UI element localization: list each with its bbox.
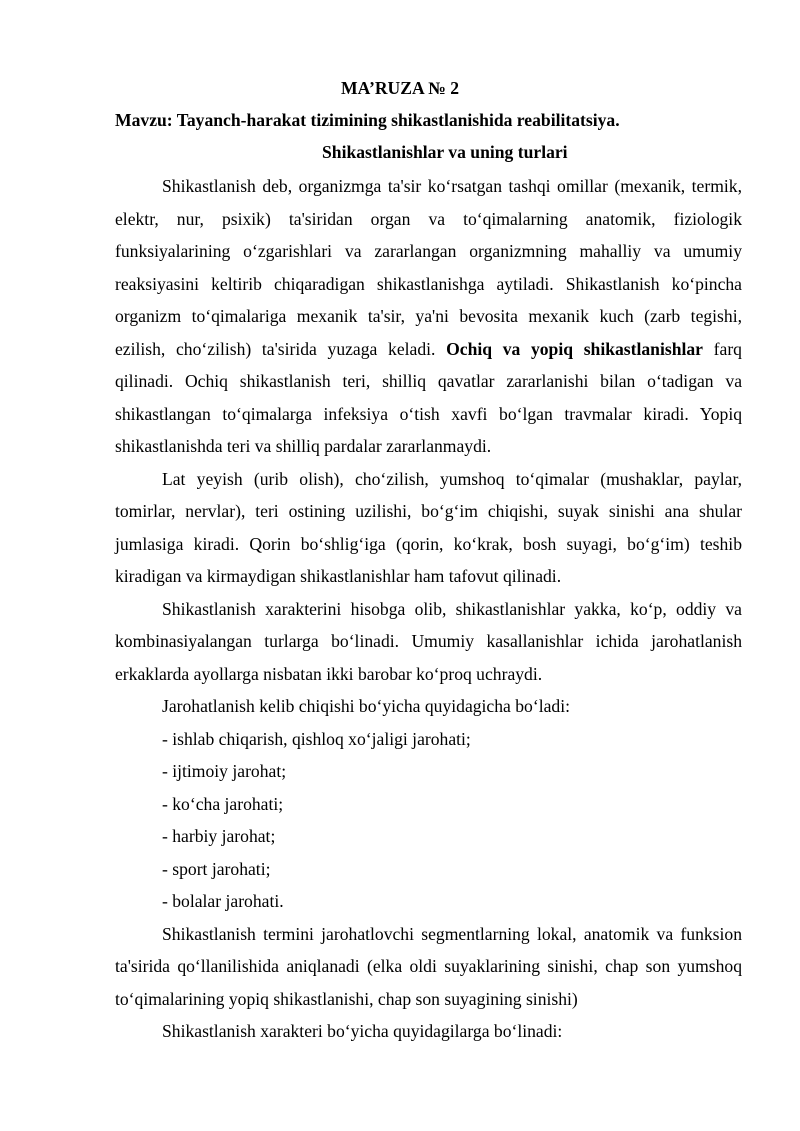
list-item: - ko‘cha jarohati; xyxy=(162,793,284,814)
list-item: - sport jarohati; xyxy=(162,858,271,879)
section-heading: Shikastlanishlar va uning turlari xyxy=(322,142,568,162)
paragraph-definition xyxy=(115,170,742,463)
paragraph-definition-text: Shikastlanish deb, organizmga ta'sir ko‘rsatgan tashqi omillar (mexanik, termik, elektr, nur, psixik) ta'siridan organ va to‘qimalarning anatomik, fiziologik funksiyalarining o‘zgarishlari va zararlangan organizmning mahalliy va umumiy reaksiyasini keltirib chiqaradigan shikastlanishga aytiladi. Shikastlanish ko‘pincha organizm to‘qimalariga mexanik ta'sir, ya'ni bevosita mexanik kuch (zarb tegishi, ezilish, cho‘zilish) ta'sirida yuzaga keladi. xyxy=(115,176,742,359)
list-item: - harbiy jarohat; xyxy=(162,826,276,846)
list-item: - ijtimoiy jarohat; xyxy=(162,761,287,781)
paragraph-character-intro: Shikastlanish xarakteri bo‘yicha quyidagilarga bo‘linadi: xyxy=(162,1021,563,1041)
lecture-topic: Mavzu: Tayanch-harakat tizimining shikastlanishida reabilitatsiya. xyxy=(115,110,620,130)
lecture-number: MA’RUZA № 2 xyxy=(340,78,460,98)
list-item: - bolalar jarohati. xyxy=(162,891,284,911)
open-closed-injuries-term: Ochiq va yopiq shikastlanishlar xyxy=(446,338,703,359)
list-item: - ishlab chiqarish, qishloq xo‘jaligi jarohati; xyxy=(162,728,471,749)
paragraph-injury-types: Lat yeyish (urib olish), cho‘zilish, yumshoq to‘qimalar (mushaklar, paylar, tomirlar, nervlar), teri ostining uzilishi, bo‘g‘im chiqishi, suyak sinishi ana shular jumlasiga kiradi. Qorin bo‘shlig‘iga (qorin, ko‘krak, bosh suyagi, bo‘g‘im) teshib kiradigan va kirmaydigan shikastlanishlar ham tafovut qilinadi. xyxy=(115,468,742,586)
list-intro: Jarohatlanish kelib chiqishi bo‘yicha quyidagicha bo‘ladi: xyxy=(162,696,570,716)
document-body xyxy=(115,170,742,1048)
paragraph-term-definition: Shikastlanish termini jarohatlovchi segmentlarning lokal, anatomik va funksion ta'sirida qo‘llanilishida aniqlanadi (elka oldi suyaklarining sinishi, chap son yumshoq to‘qimalarining yopiq shikastlanishi, chap son suyagining sinishi) xyxy=(115,923,742,1009)
paragraph-classification: Shikastlanish xarakterini hisobga olib, shikastlanishlar yakka, ko‘p, oddiy va kombinasiyalangan turlarga bo‘linadi. Umumiy kasallanishlar ichida jarohatlanish erkaklarda ayollarga nisbatan ikki barobar ko‘proq uchraydi. xyxy=(115,598,742,684)
paragraph-definition-text-continued: farq qilinadi. Ochiq shikastlanish teri, shilliq qavatlar zararlanishi bilan o‘tadigan va shikastlangan to‘qimalarga infeksiya o‘tish xavfi bo‘lgan travmalar kiradi. Yopiq shikastlanishda teri va shilliq pardalar zararlanmaydi. xyxy=(115,338,742,456)
